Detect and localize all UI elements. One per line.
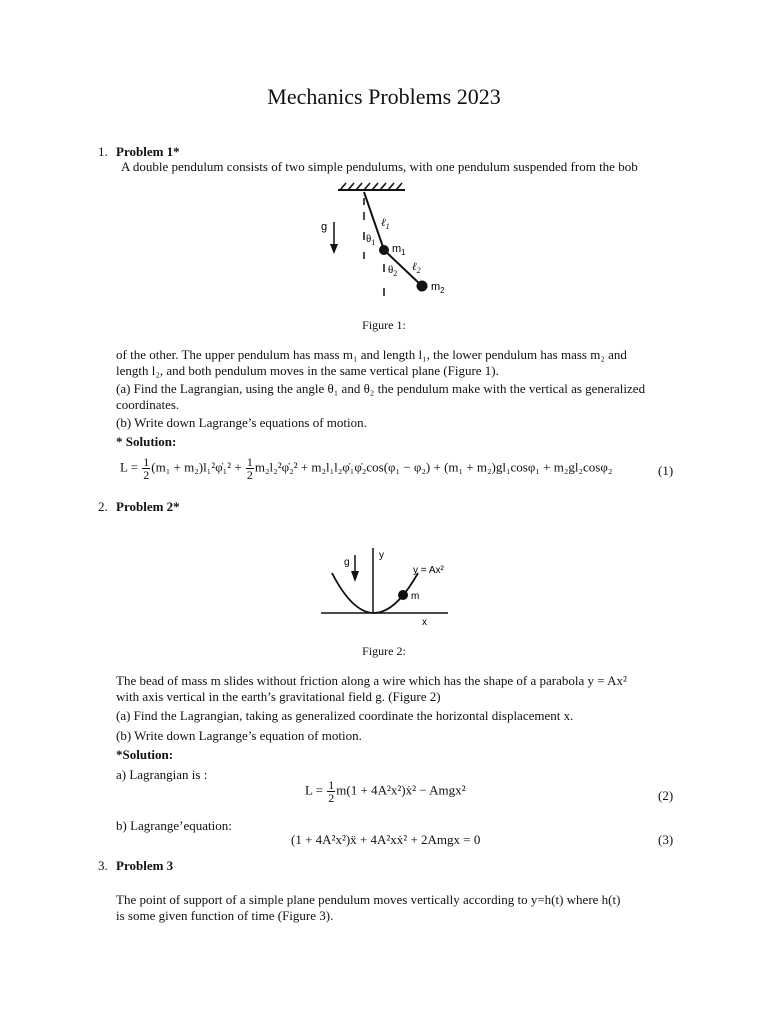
bob-m1: [379, 245, 389, 255]
problem-2-solution-label: *Solution:: [116, 747, 174, 762]
problem-3-number: 3.: [98, 858, 108, 873]
problem-1-body-line-2: length l₂, and both pendulum moves in the same vertical plane (Figure 1).: [116, 363, 499, 378]
label-theta2: $\theta_2$: [388, 264, 398, 278]
bead: [398, 590, 408, 600]
label-l1: ℓ$_1$: [381, 217, 390, 231]
eq1-lhs: L =: [120, 459, 139, 475]
label-theta1: $\theta_1$: [366, 233, 376, 247]
problem-2-sol-b-label: b) Lagrange’equation:: [116, 818, 232, 833]
equation-3: (1 + 4A²x²)ẍ + 4A²xẋ² + 2Amgx = 0: [291, 832, 481, 847]
page-title: Mechanics Problems 2023: [267, 84, 501, 109]
problem-2-heading: Problem 2*: [116, 499, 180, 514]
label-m1: $m_1$: [392, 243, 406, 257]
problem-1-body-line-1: of the other. The upper pendulum has mass m₁ and length l₁, the lower pendulum has mass m₂ and: [116, 347, 627, 362]
eq1-term-2: m₂l₂²φ̇₂²: [254, 459, 298, 475]
eq2-lhs: L =: [305, 782, 324, 798]
eq1-term-1: (m₁ + m₂)l₁²φ̇₁²: [151, 459, 232, 475]
eq2-rhs: m(1 + 4A²x²)ẋ² − Amgx²: [336, 782, 466, 798]
eq1-plus: +: [234, 459, 242, 475]
problem-2-body-line-1: The bead of mass m slides without friction along a wire which has the shape of a parabola y = Ax²: [116, 673, 627, 688]
equation-3-number: (3): [658, 832, 674, 847]
label-l2: ℓ$_2$: [412, 261, 421, 275]
problem-2-body-line-2: with axis vertical in the earth’s gravitational field g. (Figure 2): [116, 689, 441, 704]
ceiling-hatch: [340, 183, 402, 190]
figure-1-caption: Figure 1:: [362, 318, 406, 332]
label-y: y: [379, 550, 384, 561]
equation-1-number: (1): [658, 463, 674, 478]
problem-3-heading: Problem 3: [116, 858, 174, 873]
double-pendulum-figure: [310, 180, 460, 305]
eq1-term-3: + m₂l₁l₂φ̇₁φ̇₂cos(φ₁ − φ₂) + (m₁ + m₂)gl₁cosφ₁ + m₂gl₂cosφ₂: [300, 459, 613, 475]
problem-1-solution-label: * Solution:: [116, 434, 177, 449]
problem-2-part-a: (a) Find the Lagrangian, taking as generalized coordinate the horizontal displacement x.: [116, 708, 574, 723]
label-g: g: [344, 557, 350, 568]
problem-2-number: 2.: [98, 499, 108, 514]
eq2-frac: $\frac{1}{2}$: [328, 778, 335, 805]
parabola-figure: [318, 543, 454, 628]
label-g: g: [321, 221, 328, 233]
problem-2-sol-a-label: a) Lagrangian is :: [116, 767, 208, 782]
eq1-frac-1: $\frac{1}{2}$: [143, 455, 150, 482]
figure-2-caption: Figure 2:: [362, 644, 406, 658]
problem-3-body-line-1: The point of support of a simple plane pendulum moves vertically according to y=h(t) where h(t): [116, 892, 621, 907]
equation-1: [120, 456, 612, 481]
problem-1-part-b: (b) Write down Lagrange’s equations of motion.: [116, 415, 367, 430]
label-m2: $m_2$: [431, 281, 445, 295]
problem-1-intro: A double pendulum consists of two simple pendulums, with one pendulum suspended from the bob: [121, 159, 638, 174]
problem-1-part-a-line-1: (a) Find the Lagrangian, using the angle θ₁ and θ₂ the pendulum make with the vertical as generalized: [116, 381, 646, 396]
problem-3-body-line-2: is some given function of time (Figure 3).: [116, 908, 334, 923]
label-curve: y = Ax²: [413, 565, 444, 576]
problem-1-number: 1.: [98, 144, 108, 159]
bob-m2: [417, 281, 428, 292]
eq1-frac-2: $\frac{1}{2}$: [246, 455, 253, 482]
gravity-arrow-head: [330, 244, 338, 254]
problem-1-heading: Problem 1*: [116, 144, 180, 159]
equation-2: [305, 779, 466, 804]
equation-2-number: (2): [658, 788, 674, 803]
gravity-arrow-head: [351, 571, 359, 582]
label-x: x: [422, 617, 427, 628]
problem-2-part-b: (b) Write down Lagrange’s equation of motion.: [116, 728, 362, 743]
label-m: m: [411, 591, 420, 602]
problem-1-part-a-line-2: coordinates.: [116, 397, 180, 412]
